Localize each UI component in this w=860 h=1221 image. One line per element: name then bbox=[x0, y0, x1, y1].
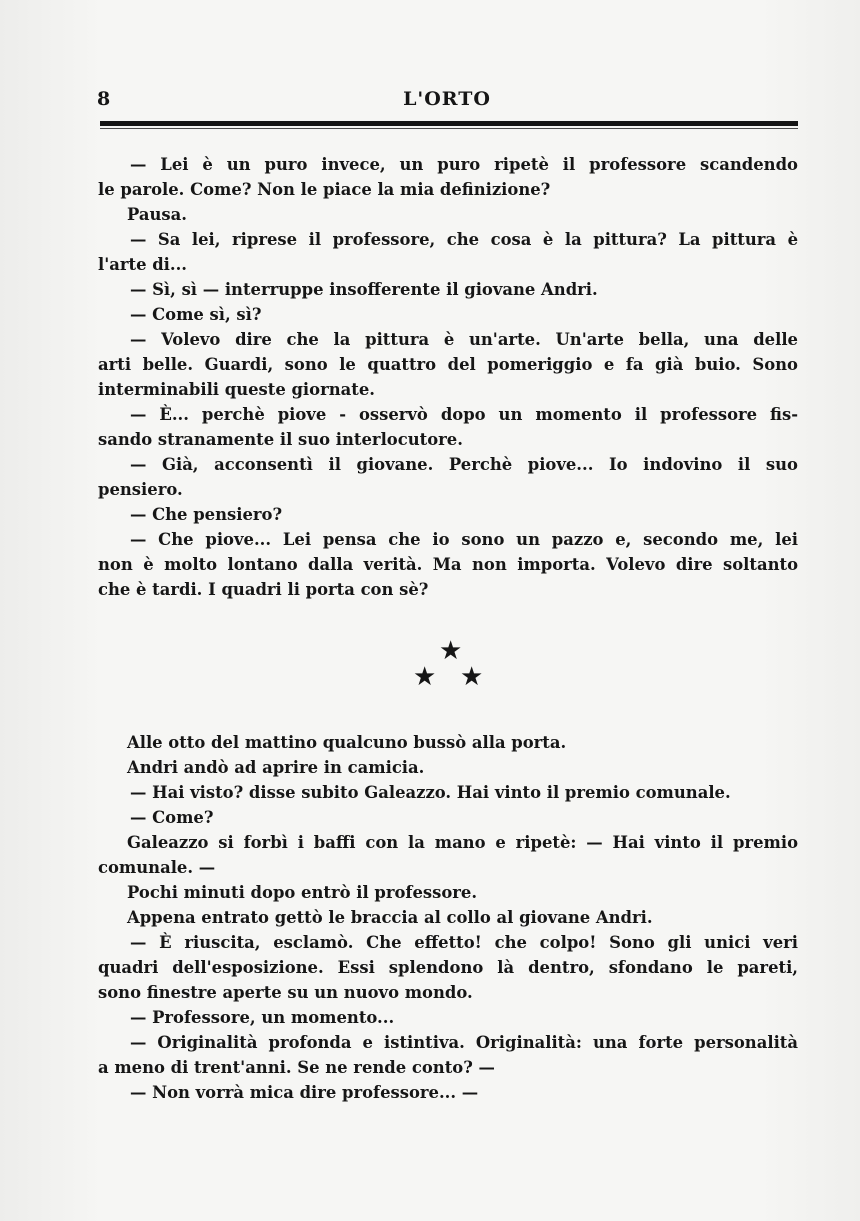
text-line: — Come? bbox=[130, 808, 214, 827]
page-number: 8 bbox=[97, 88, 111, 110]
text-line: — Professore, un momento... bbox=[130, 1008, 395, 1027]
text-line: Galeazzo si forbì i baffi con la mano e ripetè: — Hai vinto il premio bbox=[127, 833, 798, 852]
text-line: — Lei è un puro invece, un puro ripetè il professore scandendo bbox=[130, 155, 798, 174]
paragraph bbox=[127, 780, 798, 805]
text-line: — Che pensiero? bbox=[130, 505, 283, 524]
text-line: — Che piove... Lei pensa che io sono un pazzo e, secondo me, lei bbox=[130, 530, 798, 549]
text-line: non è molto lontano dalla verità. Ma non importa. Volevo dire soltanto bbox=[98, 555, 798, 574]
text-line: le parole. Come? Non le piace la mia definizione? bbox=[98, 180, 551, 199]
paragraph bbox=[127, 805, 798, 830]
text-line: — È... perchè piove - osservò dopo un momento il professore fis- bbox=[130, 405, 798, 424]
section-separator bbox=[127, 602, 798, 730]
text-line: a meno di trent'anni. Se ne rende conto? — bbox=[98, 1058, 495, 1077]
paragraph bbox=[98, 930, 798, 1005]
text-line: interminabili queste giornate. bbox=[98, 380, 375, 399]
page-header bbox=[97, 88, 797, 116]
star-icon: ★ bbox=[439, 636, 463, 666]
text-line: — Già, acconsentì il giovane. Perchè piove... Io indovino il suo bbox=[130, 455, 798, 474]
text-line: Appena entrato gettò le braccia al collo al giovane Andri. bbox=[127, 908, 653, 927]
text-line: comunale. — bbox=[98, 858, 216, 877]
paragraph bbox=[127, 502, 798, 527]
text-line: — Volevo dire che la pittura è un'arte. Un'arte bella, una delle bbox=[130, 330, 798, 349]
header-rule-thin bbox=[100, 128, 798, 129]
paragraph bbox=[127, 202, 798, 227]
paragraph bbox=[127, 1005, 798, 1030]
header-rule bbox=[100, 121, 798, 126]
star-icon: ★ bbox=[413, 662, 437, 692]
paragraph bbox=[127, 302, 798, 327]
text-line: Alle otto del mattino qualcuno bussò alla porta. bbox=[127, 733, 567, 752]
text-line: — Originalità profonda e istintiva. Originalità: una forte personalità bbox=[130, 1033, 798, 1052]
paragraph bbox=[127, 730, 798, 755]
text-line: sando stranamente il suo interlocutore. bbox=[98, 430, 463, 449]
paragraph bbox=[98, 1030, 798, 1080]
text-line: — Hai visto? disse subito Galeazzo. Hai vinto il premio comunale. bbox=[130, 783, 731, 802]
paragraph bbox=[98, 452, 798, 502]
paragraph bbox=[98, 327, 798, 402]
paragraph bbox=[127, 277, 798, 302]
paragraph bbox=[98, 830, 798, 880]
text-line: che è tardi. I quadri li porta con sè? bbox=[98, 580, 429, 599]
text-line: pensiero. bbox=[98, 480, 183, 499]
text-line: quadri dell'esposizione. Essi splendono là dentro, sfondano le pareti, bbox=[98, 958, 798, 977]
paragraph bbox=[98, 402, 798, 452]
paragraph bbox=[98, 227, 798, 277]
text-line: — Non vorrà mica dire professore... — bbox=[130, 1083, 479, 1102]
paragraph bbox=[127, 880, 798, 905]
text-line: — Sa lei, riprese il professore, che cosa è la pittura? La pittura è bbox=[130, 230, 798, 249]
paragraph bbox=[127, 905, 798, 930]
text-line: l'arte di... bbox=[98, 255, 188, 274]
text-line: Pausa. bbox=[127, 205, 187, 224]
paragraph bbox=[98, 527, 798, 602]
text-line: — Sì, sì — interruppe insofferente il giovane Andri. bbox=[130, 280, 598, 299]
paragraph bbox=[127, 1080, 798, 1105]
text-line: Andri andò ad aprire in camicia. bbox=[127, 758, 425, 777]
page-body bbox=[98, 152, 798, 1105]
text-line: — È riuscita, esclamò. Che effetto! che colpo! Sono gli unici veri bbox=[130, 933, 798, 952]
running-title: L'ORTO bbox=[403, 88, 491, 110]
text-line: arti belle. Guardi, sono le quattro del pomeriggio e fa già buio. Sono bbox=[98, 355, 798, 374]
text-line: sono finestre aperte su un nuovo mondo. bbox=[98, 983, 473, 1002]
star-icon: ★ bbox=[460, 662, 484, 692]
paragraph bbox=[127, 755, 798, 780]
paragraph bbox=[98, 152, 798, 202]
text-line: — Come sì, sì? bbox=[130, 305, 262, 324]
text-line: Pochi minuti dopo entrò il professore. bbox=[127, 883, 478, 902]
